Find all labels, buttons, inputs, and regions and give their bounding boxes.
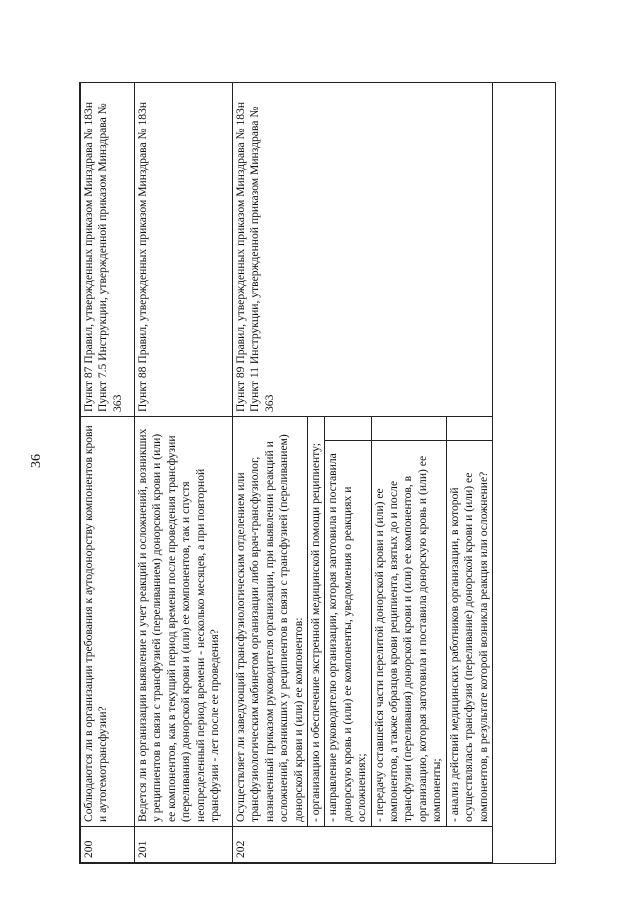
reference-cell: Пункт 89 Правил, утвержденных приказом Минздрава № 183н Пункт 11 Инструкции, утвержденной приказом Минздрава № 363	[233, 82, 493, 416]
question-cell: Ведется ли в организации выявление и учет реакций и осложнений, возникших у реципиентов в связи с трансфузией (переливанием) донорской крови и (или) ее компонентов, как в текущий период времени после проведения трансфузии (переливания) донорской крови и (или) ее компонентов, так и спустя неопределенный период времени - несколько месяцев, а при повторной трансфузии - лет после ее проведения?	[135, 416, 233, 826]
requirements-table	[79, 82, 556, 864]
question-cell: Соблюдаются ли в организации требования к аутодонорству компонентов крови и аутогемотрансфузии?	[81, 416, 135, 826]
row-number: 201	[135, 827, 233, 863]
rotated-table-content	[80, 83, 555, 863]
answer-cell	[446, 416, 492, 440]
table-row	[233, 82, 308, 862]
row-number: 202	[233, 827, 493, 863]
list-item: - направление руководителю организации, которая заготовила и поставила донорскую кровь и (или) ее компоненты, уведомления о реакциях и осложнениях;	[325, 441, 371, 827]
answer-cell	[371, 416, 446, 440]
row-number: 200	[81, 827, 135, 863]
list-item: - организацию и обеспечение экстренной медицинской помощи реципиенту;	[308, 416, 325, 826]
checklist-table	[80, 82, 493, 863]
list-item: - анализ действий медицинских работников организации, в которой осуществлялась трансфузия (переливание) донорской крови и (или) ее компонентов, в результате которой возникла реакция или осложнение?	[446, 441, 492, 827]
page-number: 36	[29, 454, 44, 468]
answer-cell	[325, 416, 371, 440]
reference-cell: Пункт 87 Правил, утвержденных приказом Минздрава № 183н Пункт 7.5 Инструкции, утвержденной приказом Минздрава № 363	[81, 82, 135, 416]
question-cell: Осуществляет ли заведующий трансфузиологическим отделением или трансфузиологическим кабинетом организации либо врач-трансфузиолог, назначенный приказом руководителя организации, при выявлении реакций и осложнений, возникших у реципиентов в связи с трансфузией (переливанием) донорской крови и (или) ее компонентов:	[233, 416, 308, 826]
reference-cell: Пункт 88 Правил, утвержденных приказом Минздрава № 183н	[135, 82, 233, 416]
list-item: - передачу оставшейся части перелитой донорской крови и (или) ее компонентов, а также образцов крови реципиента, взятых до и после трансфузии (переливания) донорской крови и (или) ее компонентов, в организацию, которая заготовила и поставила донорскую кровь и (или) ее компоненты;	[371, 441, 446, 827]
table-row	[81, 82, 135, 862]
table-row	[135, 82, 233, 862]
